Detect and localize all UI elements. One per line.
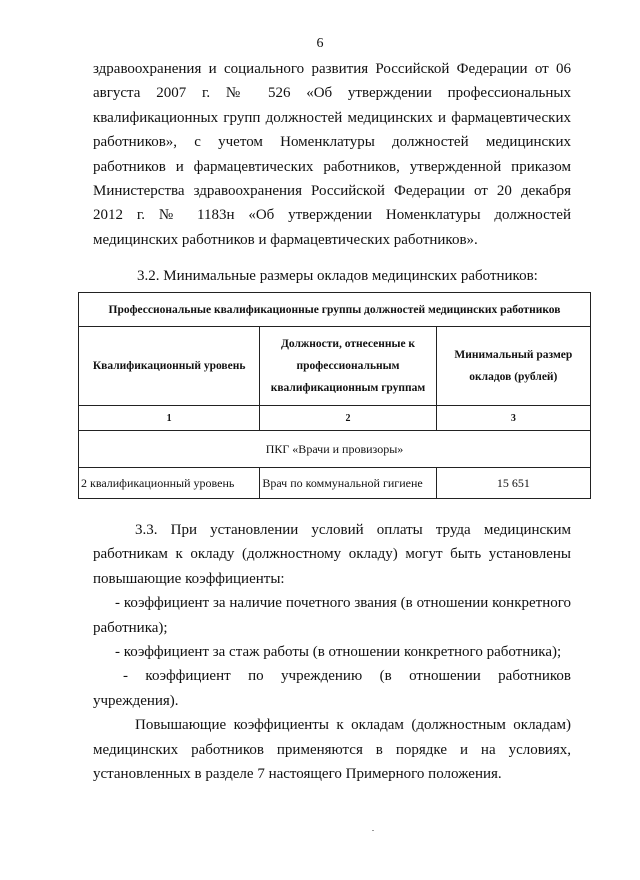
section-3-2-heading: 3.2. Минимальные размеры окладов медицинских работников: <box>137 268 538 284</box>
cell-position: Врач по коммунальной гигиене <box>260 468 436 499</box>
bullet-item: - коэффициент по учреждению (в отношении работников учреждения). <box>93 668 571 709</box>
salary-table <box>78 292 591 499</box>
group-label-row: ПКГ «Врачи и провизоры» <box>79 431 591 468</box>
col-number-1: 1 <box>79 406 260 431</box>
intro-paragraph: здравоохранения и социального развития Российской Федерации от 06 августа 2007 г. № 526 «Об утверждении профессиональных квалификационных групп должностей медицинских и фармацевтических работников», с учетом Номенклатуры должностей медицинских работников и фармацевтических работников, утвержденной приказом Министерства здравоохранения Российской Федерации от 20 декабря 2012 г. № 1183н «Об утверждении Номенклатуры должностей медицинских работников и фармацевтических работников». <box>93 61 571 248</box>
section-3-3-paragraph: 3.3. При установлении условий оплаты труда медицинским работникам к окладу (должностному окладу) могут быть установлены повышающие коэффициенты: <box>93 522 571 587</box>
scan-mark <box>372 830 374 831</box>
col-header-level: Квалификационный уровень <box>79 327 260 406</box>
col-number-3: 3 <box>436 406 590 431</box>
bullet-item: - коэффициент за наличие почетного звания (в отношении конкретного работника); <box>93 595 571 636</box>
page-number: 6 <box>316 36 324 51</box>
col-number-2: 2 <box>260 406 436 431</box>
intro-paragraph-block <box>93 57 571 252</box>
section-3-3-block <box>93 518 571 786</box>
col-header-salary: Минимальный размер окладов (рублей) <box>436 327 590 406</box>
col-header-positions: Должности, отнесенные к профессиональным квалификационным группам <box>260 327 436 406</box>
bullet-item: - коэффициент за стаж работы (в отношении конкретного работника); <box>115 644 562 661</box>
table-main-header: Профессиональные квалификационные группы должностей медицинских работников <box>79 293 591 327</box>
cell-salary: 15 651 <box>436 468 590 499</box>
cell-level: 2 квалификационный уровень <box>79 468 260 499</box>
closing-paragraph: Повышающие коэффициенты к окладам (должностным окладам) медицинских работников применяются в порядке и на условиях, установленных в разделе 7 настоящего Примерного положения. <box>93 717 571 783</box>
table-row <box>79 468 591 499</box>
